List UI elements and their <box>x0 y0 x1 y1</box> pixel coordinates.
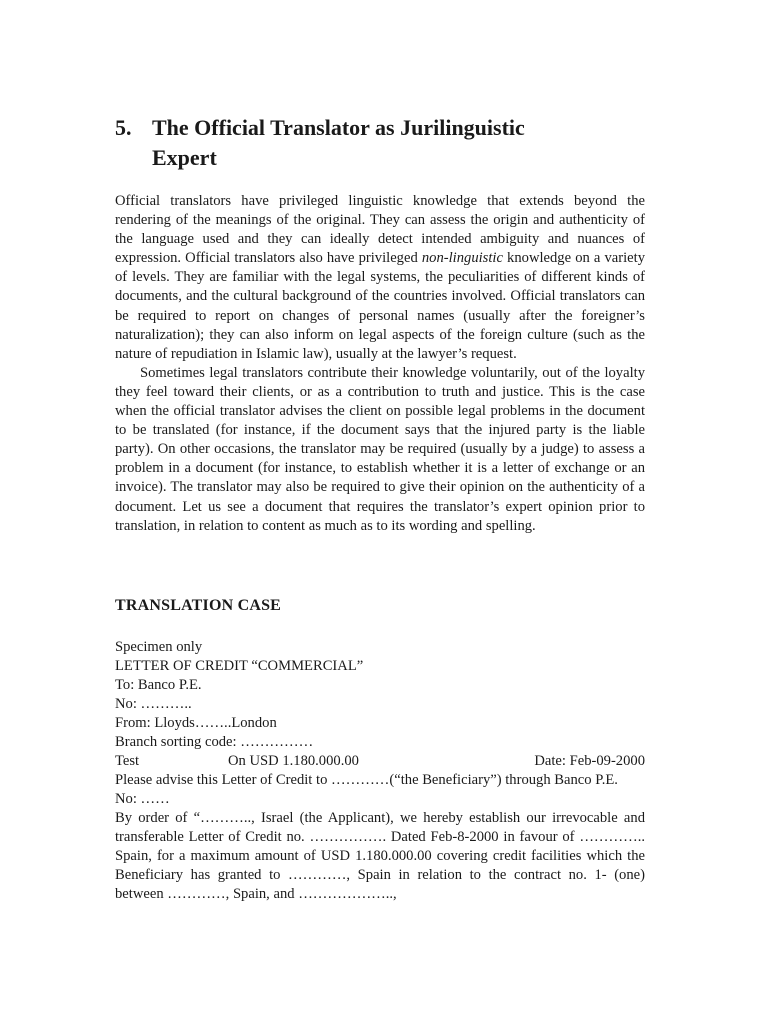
section-heading: TRANSLATION CASE <box>115 597 282 614</box>
letter-test-line <box>115 752 645 771</box>
paragraph-1-text-before: Official translators have privileged linguistic knowledge that extends beyond the rendering of the meanings of the original. They can assess the origin and authenticity of the language used and they can ideally detect intended ambiguity and nuances of expression. Official translators also have privileged <box>115 193 645 267</box>
paragraph-2: Sometimes legal translators contribute their knowledge voluntarily, out of the loyalty they feel toward their clients, or as a contribution to truth and justice. This is the case when the official translator advises the client on possible legal problems in the document to be translated (for instance, if the document says that the injured party is the liable party). On other occasions, the translator may be required (usually by a judge) to assess a problem in a document (for instance, to establish whether it is a letter of exchange or an invoice). The translator may also be required to give their opinion on the authenticity of a document. Let us see a document that requires the translator’s expert opinion prior to translation, in relation to content as much as to its wording and spelling. <box>115 364 645 534</box>
chapter-number: 5. <box>115 115 132 140</box>
body-text <box>115 192 645 536</box>
letter-from: From: Lloyds……..London <box>115 715 277 731</box>
letter-branch-code: Branch sorting code: …………… <box>115 734 314 750</box>
chapter-heading <box>115 113 645 173</box>
letter-order: By order of “……….., Israel (the Applicant), we hereby establish our irrevocable and transferable Letter of Credit no. ……………. Dated Feb-8-2000 in favour of ………….. Spain, for a maximum amount of USD 1.180.000.00 covering credit facilities which the Beneficiary has granted to …………, Spain in relation to the contract no. 1- (one) between …………, Spain, and ……………….., <box>115 810 645 902</box>
chapter-title: The Official Translator as Jurilinguistic Expert <box>152 115 525 170</box>
letter-no-2: No: …… <box>115 791 170 807</box>
letter-to: To: Banco P.E. <box>115 677 202 693</box>
letter-heading: LETTER OF CREDIT “COMMERCIAL” <box>115 658 364 674</box>
letter-test-label: Test <box>115 753 140 769</box>
letter-of-credit <box>115 638 645 904</box>
letter-test-amount: On USD 1.180.000.00 <box>228 753 359 769</box>
paragraph-1-emphasis: non-linguistic <box>421 250 503 267</box>
letter-no: No: ……….. <box>115 696 192 712</box>
paragraph-1 <box>115 192 645 364</box>
letter-specimen: Specimen only <box>115 639 203 655</box>
paragraph-1-text-after: knowledge on a variety of levels. They are familiar with the legal systems, the peculiarities of different kinds of documents, and the cultural background of the countries involved. Official translators can be required to report on changes of personal names (usually after the foreigner’s naturalization); they can also inform on legal aspects of the foreign culture (such as the nature of repudiation in Islamic law), usually at the lawyer’s request. <box>115 250 645 362</box>
letter-advise: Please advise this Letter of Credit to …………(“the Beneficiary”) through Banco P.E. <box>115 772 618 788</box>
letter-test-date: Date: Feb-09-2000 <box>534 753 645 769</box>
